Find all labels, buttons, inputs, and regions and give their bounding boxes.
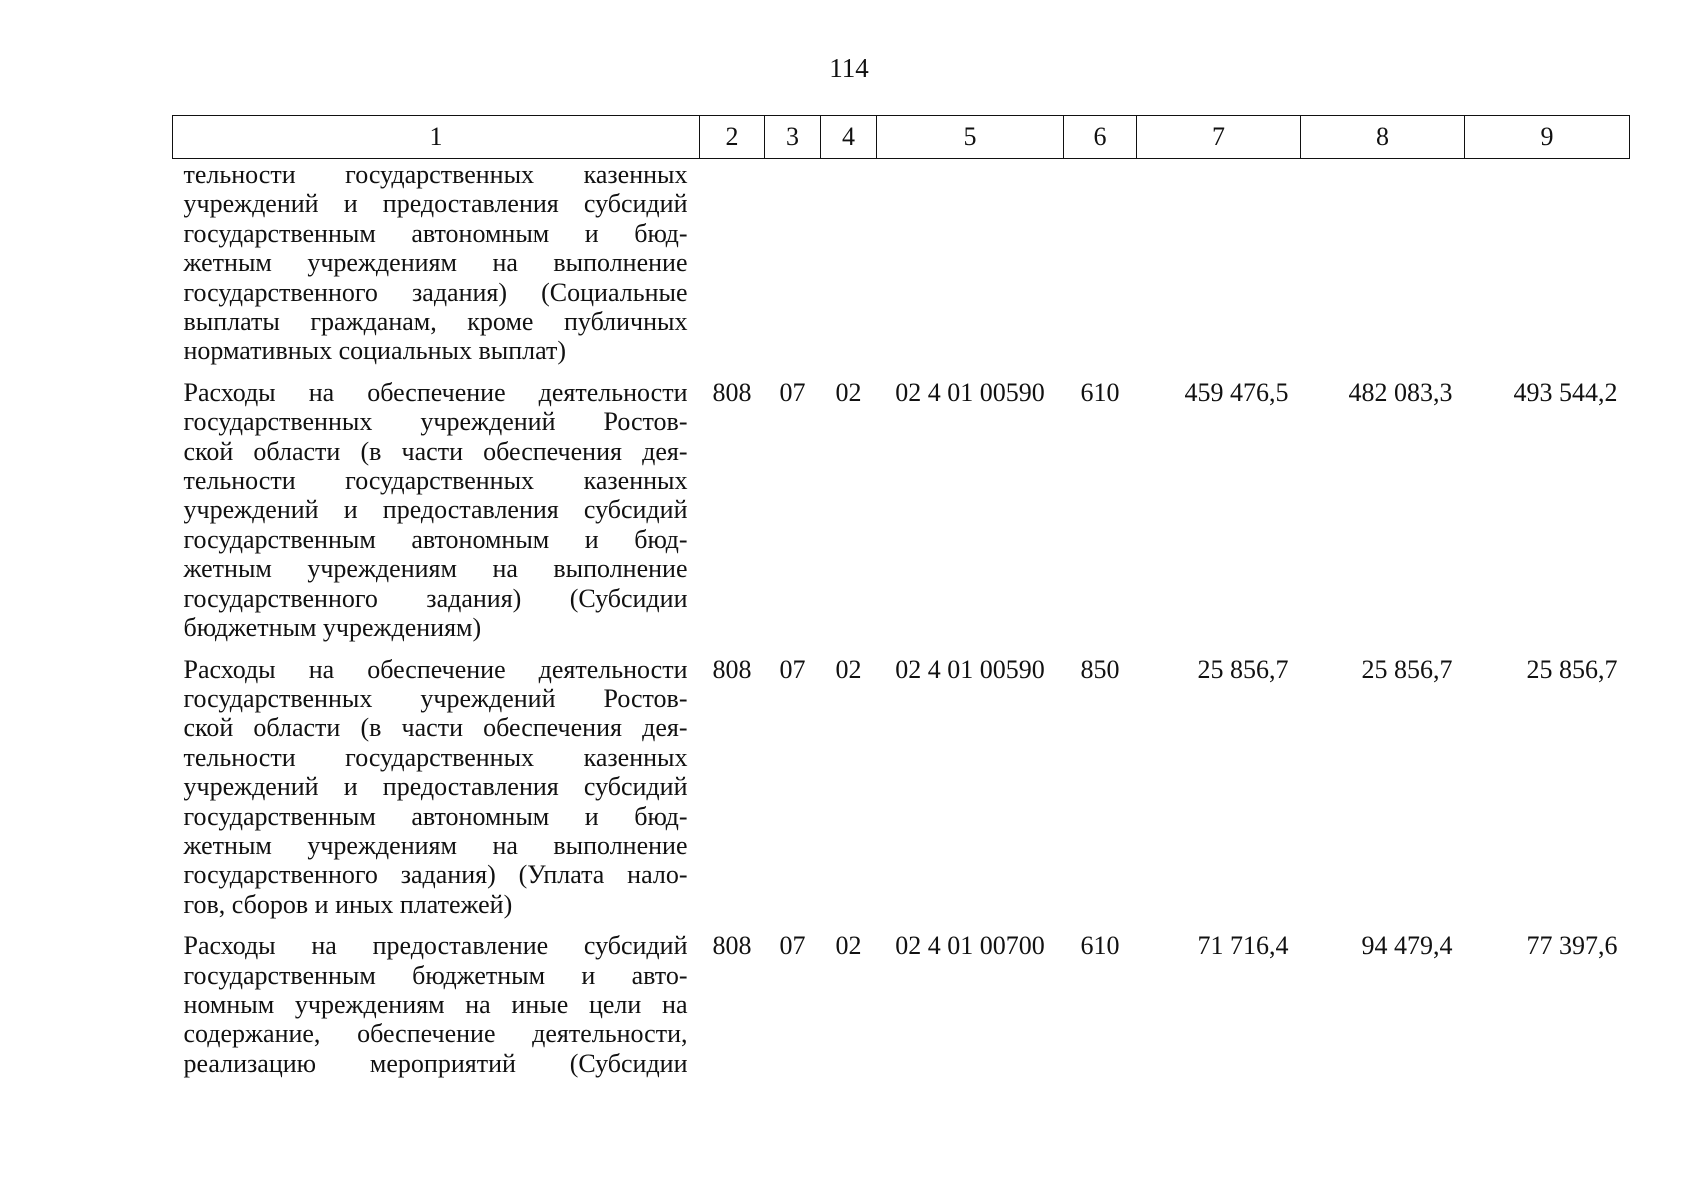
cell-amount-year-3: 493 544,2 <box>1513 377 1618 407</box>
cell-expense-type: 850 <box>1080 654 1120 684</box>
cell-ministry-code <box>700 159 765 366</box>
cell-subsection: 02 <box>835 654 862 684</box>
description-line: Расходы на предоставление субсидий <box>183 931 688 961</box>
description-line: нормативных социальных выплат) <box>183 336 566 366</box>
description-line: Расходы на обеспечение деятельности <box>183 654 688 684</box>
description-line: жетным учреждениям на выполнение <box>183 830 688 860</box>
cell-target-article <box>877 159 1064 366</box>
description-line: государственным бюджетным и авто- <box>183 960 688 990</box>
description-line: тельности государственных казенных <box>183 742 688 772</box>
header-col-7: 7 <box>1137 116 1301 159</box>
row-description <box>173 159 700 366</box>
header-col-2: 2 <box>700 116 765 159</box>
cell-amount-year-1: 71 716,4 <box>1197 931 1289 961</box>
description-line: учреждений и предоставления субсидий <box>183 189 688 219</box>
table-row <box>173 919 1630 1078</box>
table-row <box>173 366 1630 643</box>
description-line: государственным автономным и бюд- <box>183 801 688 831</box>
description-line: выплаты гражданам, кроме публичных <box>183 307 688 337</box>
cell-ministry-code: 808 <box>712 377 752 407</box>
cell-amount-year-1 <box>1137 159 1301 366</box>
cell-amount-year-2: 94 479,4 <box>1361 931 1453 961</box>
table-row <box>173 643 1630 920</box>
description-line: государственным автономным и бюд- <box>183 218 688 248</box>
description-line: ской области (в части обеспечения дея- <box>183 713 688 743</box>
cell-ministry-code: 808 <box>712 654 752 684</box>
cell-subsection: 02 <box>835 377 862 407</box>
description-line: бюджетным учреждениям) <box>183 613 482 643</box>
description-line: ской области (в части обеспечения дея- <box>183 436 688 466</box>
description-line: учреждений и предоставления субсидий <box>183 495 688 525</box>
cell-amount-year-2: 482 083,3 <box>1348 377 1453 407</box>
budget-table <box>172 115 1630 1078</box>
description-line: государственных учреждений Ростов- <box>183 407 688 437</box>
cell-expense-type <box>1064 159 1137 366</box>
description-line: содержание, обеспечение деятельности, <box>183 1019 688 1049</box>
description-line: государственных учреждений Ростов- <box>183 683 688 713</box>
header-col-1: 1 <box>173 116 700 159</box>
cell-target-article: 02 4 01 00590 <box>895 377 1045 407</box>
cell-section: 07 <box>779 654 806 684</box>
row-description <box>173 919 700 1078</box>
cell-amount-year-2 <box>1301 159 1465 366</box>
cell-target-article: 02 4 01 00590 <box>895 654 1045 684</box>
row-description <box>173 366 700 643</box>
cell-ministry-code: 808 <box>712 931 752 961</box>
description-line: Расходы на обеспечение деятельности <box>183 377 688 407</box>
cell-section: 07 <box>779 931 806 961</box>
description-line: государственным автономным и бюд- <box>183 524 688 554</box>
cell-section: 07 <box>779 377 806 407</box>
description-line: номным учреждениям на иные цели на <box>183 989 688 1019</box>
header-row <box>173 116 1630 159</box>
description-line: государственного задания) (Социальные <box>183 277 688 307</box>
cell-section <box>765 159 821 366</box>
description-line: государственного задания) (Уплата нало- <box>183 860 688 890</box>
description-line: гов, сборов и иных платежей) <box>183 889 513 919</box>
cell-expense-type: 610 <box>1080 377 1120 407</box>
header-col-8: 8 <box>1301 116 1465 159</box>
description-line: жетным учреждениям на выполнение <box>183 248 688 278</box>
table-body <box>173 159 1630 1079</box>
cell-subsection: 02 <box>835 931 862 961</box>
header-col-5: 5 <box>877 116 1064 159</box>
header-col-9: 9 <box>1465 116 1630 159</box>
cell-amount-year-3: 77 397,6 <box>1526 931 1618 961</box>
header-col-6: 6 <box>1064 116 1137 159</box>
row-description <box>173 643 700 920</box>
description-line: тельности государственных казенных <box>183 466 688 496</box>
table-row <box>173 159 1630 366</box>
page-number: 114 <box>829 53 869 83</box>
cell-target-article: 02 4 01 00700 <box>895 931 1045 961</box>
cell-amount-year-1: 25 856,7 <box>1197 654 1289 684</box>
description-line: реализацию мероприятий (Субсидии <box>183 1048 688 1078</box>
header-col-4: 4 <box>821 116 877 159</box>
description-line: государственного задания) (Субсидии <box>183 583 688 613</box>
cell-subsection <box>821 159 877 366</box>
cell-amount-year-2: 25 856,7 <box>1361 654 1453 684</box>
cell-amount-year-3 <box>1465 159 1630 366</box>
cell-amount-year-3: 25 856,7 <box>1526 654 1618 684</box>
cell-amount-year-1: 459 476,5 <box>1184 377 1289 407</box>
description-line: жетным учреждениям на выполнение <box>183 554 688 584</box>
cell-expense-type: 610 <box>1080 931 1120 961</box>
header-col-3: 3 <box>765 116 821 159</box>
table-header <box>173 116 1630 159</box>
description-line: учреждений и предоставления субсидий <box>183 772 688 802</box>
description-line: тельности государственных казенных <box>183 160 688 189</box>
